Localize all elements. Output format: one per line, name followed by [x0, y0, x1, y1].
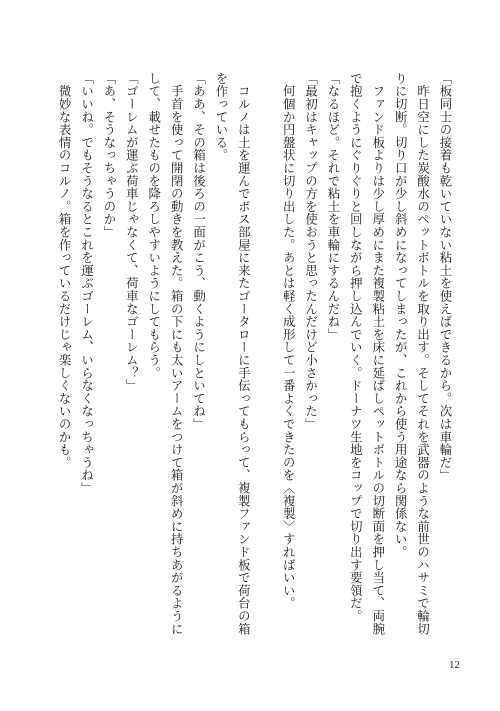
text-line: 「あ、そうなっちゃうのか」 [101, 72, 117, 239]
text-line: 「いいね。でもそうなるとこれを運ぶゴーレム、いらなくなっちゃうね」 [79, 72, 95, 495]
page-number: 12 [449, 659, 460, 671]
text-line: 微妙な表情のコルノ。箱を作っているだけじゃ楽しくないのかも。 [57, 72, 73, 469]
text-line: ファンド板よりは少し厚めにまた複製粘土を床に延ばしペットボトルの切断面を押し当て、両腕 [370, 72, 386, 636]
text-line: で抱くようにぐりぐりと回しながら押し込んでいく。ドーナツ生地をコップで切り出す要領だ。 [348, 72, 364, 623]
text-line: 「ゴーレムが運ぶ荷車じゃなくて、荷車なゴーレム？」 [124, 72, 140, 392]
section-break [254, 72, 276, 632]
text-line: 何個か円盤状に切り出した。あとは軽く成形して一番よくできたのを〈複製〉すればいい。 [281, 72, 297, 610]
text-line: して、載せたものを降ろしやすいようにしてもらう。 [146, 72, 162, 380]
text-line: を作っている。 [213, 72, 229, 162]
text-line: 「最初はキャップの方を使おうと思ったんだけど小さかった」 [303, 72, 319, 431]
text-line: りに切断。切り口が少し斜めになってしまったが、これから使う用途なら関係ない。 [393, 72, 409, 559]
text-line: コルノは土を運んでボス部屋に来たゴータローに手伝ってもらって、複製ファンド板で荷台の箱 [236, 72, 252, 636]
text-line: 「ああ、その箱は後ろの一面がこう、動くようにしといてね」 [191, 72, 207, 431]
text-line: 「板同士の接着も乾いていない粘土を使えばできるから。次は車輪だ」 [438, 72, 453, 482]
text-line: 手首を使って開閉の動きを教えた。箱の下にも太いアームをつけて箱が斜めに持ちあがるように [169, 72, 185, 636]
text-line: 「なるほど。それで粘土を車輪にするんだね」 [325, 72, 341, 341]
vertical-text-body [53, 72, 456, 636]
text-line: 昨日空にした炭酸水のペットボトルを取り出す。そしてそれを武器のような前世のハサミで輪切 [415, 72, 431, 636]
